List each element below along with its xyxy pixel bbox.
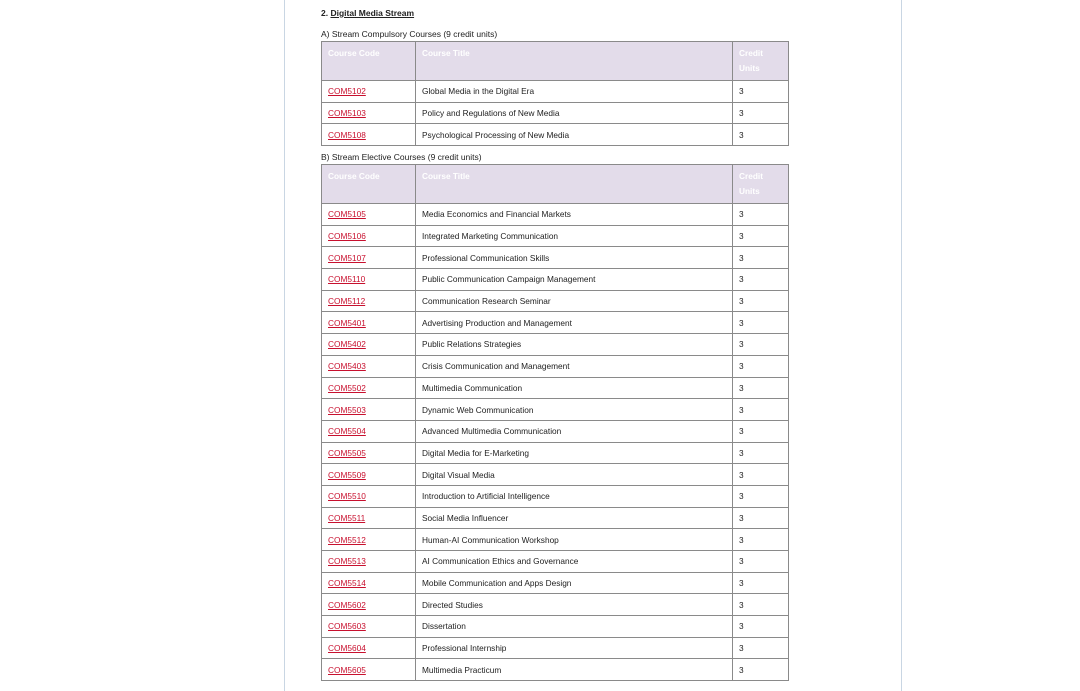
course-code-link[interactable]: COM5105 <box>328 209 366 220</box>
course-code-link[interactable]: COM5403 <box>328 361 366 372</box>
course-code-link[interactable]: COM5603 <box>328 621 366 632</box>
course-title-cell: Mobile Communication and Apps Design <box>416 572 733 594</box>
table-row <box>322 269 789 291</box>
course-code-link[interactable]: COM5511 <box>328 512 366 523</box>
table-row <box>322 225 789 247</box>
credit-units-cell: 3 <box>733 637 789 659</box>
course-code-cell <box>322 529 416 551</box>
course-code-link[interactable]: COM5106 <box>328 231 366 242</box>
course-code-cell <box>322 442 416 464</box>
credit-units-cell: 3 <box>733 334 789 356</box>
course-title-cell: Public Relations Strategies <box>416 334 733 356</box>
course-code-cell <box>322 377 416 399</box>
course-title-cell: Social Media Influencer <box>416 507 733 529</box>
header-course-title: Course Title <box>416 42 733 81</box>
credit-units-cell: 3 <box>733 399 789 421</box>
elective-table <box>321 164 789 681</box>
course-code-link[interactable]: COM5401 <box>328 317 366 328</box>
course-code-cell <box>322 334 416 356</box>
credit-units-cell: 3 <box>733 529 789 551</box>
credit-units-cell: 3 <box>733 269 789 291</box>
elective-label: B) Stream Elective Courses (9 credit units) <box>321 152 482 162</box>
table-row <box>322 507 789 529</box>
table-row <box>322 485 789 507</box>
table-row <box>322 290 789 312</box>
course-code-cell <box>322 420 416 442</box>
credit-units-cell: 3 <box>733 572 789 594</box>
course-title-cell: Policy and Regulations of New Media <box>416 102 733 124</box>
course-code-cell <box>322 124 416 146</box>
table-row <box>322 529 789 551</box>
header-credit-units: Credit Units <box>733 42 789 81</box>
course-code-link[interactable]: COM5509 <box>328 469 366 480</box>
course-title-cell: Global Media in the Digital Era <box>416 81 733 103</box>
course-code-cell <box>322 637 416 659</box>
header-course-code: Course Code <box>322 42 416 81</box>
course-title-cell: Multimedia Communication <box>416 377 733 399</box>
course-code-cell <box>322 290 416 312</box>
course-code-cell <box>322 572 416 594</box>
course-code-link[interactable]: COM5514 <box>328 578 366 589</box>
header-credit-units: Credit Units <box>733 165 789 204</box>
course-code-cell <box>322 464 416 486</box>
credit-units-cell: 3 <box>733 420 789 442</box>
credit-units-cell: 3 <box>733 355 789 377</box>
course-code-cell <box>322 355 416 377</box>
table-row <box>322 377 789 399</box>
course-code-link[interactable]: COM5402 <box>328 339 366 350</box>
table-row <box>322 102 789 124</box>
credit-units-cell: 3 <box>733 204 789 226</box>
course-code-link[interactable]: COM5503 <box>328 404 366 415</box>
header-course-code: Course Code <box>322 165 416 204</box>
course-code-cell <box>322 616 416 638</box>
section-title: Digital Media Stream <box>330 8 415 18</box>
credit-units-cell: 3 <box>733 225 789 247</box>
course-code-link[interactable]: COM5102 <box>328 86 366 97</box>
credit-units-cell: 3 <box>733 507 789 529</box>
course-code-link[interactable]: COM5602 <box>328 599 366 610</box>
course-code-link[interactable]: COM5504 <box>328 426 366 437</box>
credit-units-cell: 3 <box>733 551 789 573</box>
course-title-cell: Introduction to Artificial Intelligence <box>416 485 733 507</box>
course-code-cell <box>322 485 416 507</box>
credit-units-cell: 3 <box>733 377 789 399</box>
section-heading <box>321 8 414 18</box>
table-row <box>322 442 789 464</box>
course-code-link[interactable]: COM5108 <box>328 129 366 140</box>
table-row <box>322 247 789 269</box>
compulsory-table <box>321 41 789 146</box>
course-code-link[interactable]: COM5510 <box>328 491 366 502</box>
content-column <box>284 0 902 691</box>
table-row <box>322 399 789 421</box>
table-row <box>322 594 789 616</box>
table-row <box>322 464 789 486</box>
course-code-cell <box>322 247 416 269</box>
table-row <box>322 124 789 146</box>
course-code-link[interactable]: COM5604 <box>328 643 366 654</box>
table-row <box>322 616 789 638</box>
table-row <box>322 312 789 334</box>
course-code-link[interactable]: COM5107 <box>328 252 366 263</box>
table-header-row <box>322 42 789 81</box>
course-code-link[interactable]: COM5502 <box>328 382 366 393</box>
credit-units-cell: 3 <box>733 659 789 681</box>
course-title-cell: Professional Internship <box>416 637 733 659</box>
course-code-cell <box>322 81 416 103</box>
table-row <box>322 551 789 573</box>
course-code-link[interactable]: COM5605 <box>328 664 366 675</box>
course-title-cell: Psychological Processing of New Media <box>416 124 733 146</box>
table-row <box>322 204 789 226</box>
course-code-cell <box>322 551 416 573</box>
table-header-row <box>322 165 789 204</box>
table-row <box>322 334 789 356</box>
credit-units-cell: 3 <box>733 312 789 334</box>
course-title-cell: Professional Communication Skills <box>416 247 733 269</box>
section-number: 2. <box>321 8 329 18</box>
course-title-cell: Advertising Production and Management <box>416 312 733 334</box>
course-code-link[interactable]: COM5112 <box>328 296 366 307</box>
course-title-cell: Dissertation <box>416 616 733 638</box>
header-course-title: Course Title <box>416 165 733 204</box>
course-code-cell <box>322 102 416 124</box>
course-title-cell: AI Communication Ethics and Governance <box>416 551 733 573</box>
course-code-cell <box>322 507 416 529</box>
credit-units-cell: 3 <box>733 485 789 507</box>
course-code-link[interactable]: COM5110 <box>328 274 366 285</box>
course-code-cell <box>322 225 416 247</box>
course-code-cell <box>322 594 416 616</box>
course-code-link[interactable]: COM5513 <box>328 556 366 567</box>
table-row <box>322 637 789 659</box>
course-title-cell: Digital Media for E-Marketing <box>416 442 733 464</box>
course-code-cell <box>322 204 416 226</box>
table-row <box>322 420 789 442</box>
course-code-cell <box>322 269 416 291</box>
course-code-cell <box>322 399 416 421</box>
course-title-cell: Integrated Marketing Communication <box>416 225 733 247</box>
course-title-cell: Directed Studies <box>416 594 733 616</box>
course-title-cell: Digital Visual Media <box>416 464 733 486</box>
course-code-cell <box>322 312 416 334</box>
table-row <box>322 81 789 103</box>
table-row <box>322 572 789 594</box>
course-title-cell: Public Communication Campaign Management <box>416 269 733 291</box>
credit-units-cell: 3 <box>733 102 789 124</box>
credit-units-cell: 3 <box>733 124 789 146</box>
compulsory-label: A) Stream Compulsory Courses (9 credit units) <box>321 29 498 39</box>
credit-units-cell: 3 <box>733 594 789 616</box>
course-code-link[interactable]: COM5512 <box>328 534 366 545</box>
course-title-cell: Advanced Multimedia Communication <box>416 420 733 442</box>
credit-units-cell: 3 <box>733 81 789 103</box>
course-title-cell: Dynamic Web Communication <box>416 399 733 421</box>
table-row <box>322 355 789 377</box>
table-row <box>322 659 789 681</box>
course-title-cell: Media Economics and Financial Markets <box>416 204 733 226</box>
course-code-cell <box>322 659 416 681</box>
course-code-link[interactable]: COM5505 <box>328 447 366 458</box>
course-title-cell: Multimedia Practicum <box>416 659 733 681</box>
credit-units-cell: 3 <box>733 442 789 464</box>
course-code-link[interactable]: COM5103 <box>328 108 366 119</box>
credit-units-cell: 3 <box>733 616 789 638</box>
course-title-cell: Human-AI Communication Workshop <box>416 529 733 551</box>
credit-units-cell: 3 <box>733 247 789 269</box>
credit-units-cell: 3 <box>733 290 789 312</box>
course-title-cell: Communication Research Seminar <box>416 290 733 312</box>
credit-units-cell: 3 <box>733 464 789 486</box>
course-title-cell: Crisis Communication and Management <box>416 355 733 377</box>
